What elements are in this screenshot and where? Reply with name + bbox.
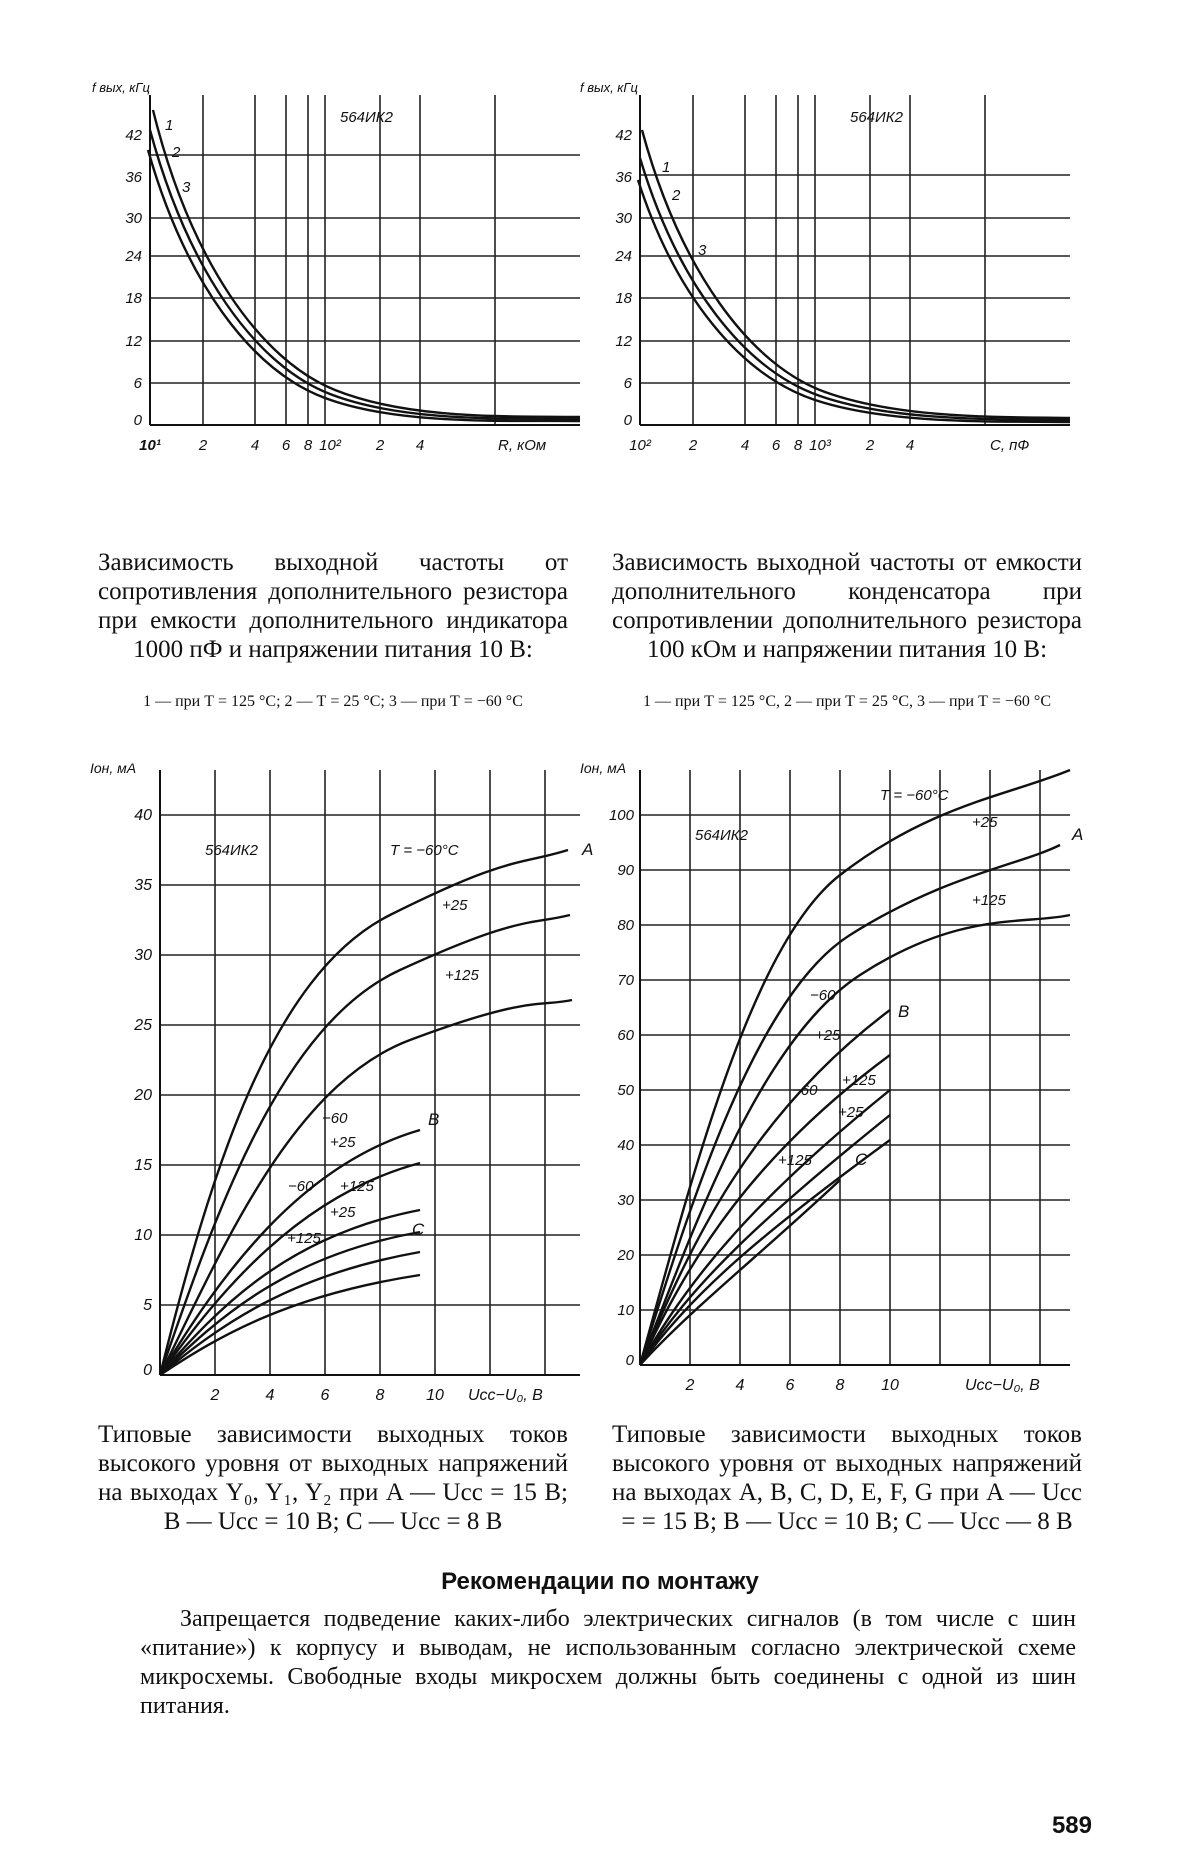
y-tick-18: 18 (615, 290, 632, 307)
label-c-plus125b: +125 (287, 1230, 321, 1247)
curve-label-1: 1 (662, 159, 671, 176)
label-a-plus25: +25 (972, 814, 998, 831)
y-tick-15: 15 (134, 1157, 152, 1174)
y-tick-30: 30 (134, 947, 152, 964)
label-c-plus125b: +125 (778, 1152, 812, 1169)
curve-a-plus25 (160, 915, 570, 1375)
grid (640, 770, 1070, 1365)
group-a: A (1072, 825, 1084, 844)
chart-freq-vs-resistance (90, 80, 610, 540)
x-tick-4: 4 (265, 1387, 275, 1404)
curve-label-3: 3 (698, 242, 707, 259)
caption-chart-3: Типовые зависимости выходных токов высокого уровня от выходных напряжений на выходах Y₀, Y₁, Y₂ при A — Ucc = 15 В; B — Ucc = 10 В; C — Ucc = 8 В (98, 1421, 568, 1535)
label-b-plus25: +25 (330, 1134, 356, 1151)
y-tick-90: 90 (617, 862, 634, 879)
x-tick-labels (685, 1377, 899, 1394)
x-tick-labels (139, 437, 424, 454)
y-tick-0: 0 (133, 412, 142, 429)
y-tick-80: 80 (617, 917, 634, 934)
group-b: B (898, 1002, 910, 1021)
chart-output-current-y (90, 755, 610, 1404)
caption-chart-1: Зависимость выходной частоты от сопротивления дополнительного резистора при емкости дополнительного индикатора 1000 пФ и напряжении питания 10 В: (98, 549, 568, 663)
x-tick-2: 2 (210, 1387, 220, 1404)
curve-1 (153, 110, 580, 417)
y-tick-24: 24 (125, 248, 142, 265)
label-b-minus60: −60 (322, 1110, 348, 1127)
y-tick-18: 18 (125, 290, 142, 307)
y-axis-unit: Iон, мА (90, 760, 137, 776)
curve-3 (638, 180, 1070, 422)
y-tick-12: 12 (125, 333, 142, 350)
label-c-minus60: −60 (288, 1178, 314, 1195)
y-tick-70: 70 (617, 972, 634, 989)
y-tick-35: 35 (134, 877, 152, 894)
x-tick-2b: 2 (375, 437, 385, 454)
y-tick-40: 40 (617, 1137, 634, 1154)
y-tick-30: 30 (617, 1192, 634, 1209)
grid (150, 95, 580, 425)
x-tick-2: 2 (685, 1377, 695, 1394)
x-tick-6: 6 (771, 437, 781, 454)
legend-chart-1: 1 — при Т = 125 °С; 2 — Т = 25 °С; 3 — при Т = −60 °С (143, 693, 523, 710)
x-tick-4b: 4 (415, 437, 425, 454)
label-t-60: Т = −60°С (880, 787, 949, 804)
y-tick-42: 42 (615, 127, 632, 144)
y-tick-0: 0 (623, 412, 632, 429)
y-tick-100: 100 (608, 807, 634, 824)
y-tick-50: 50 (617, 1082, 634, 1099)
curves (148, 110, 580, 421)
curve-1 (642, 130, 1070, 418)
curve-label-2: 2 (672, 187, 681, 204)
x-tick-4b: 4 (905, 437, 915, 454)
y-tick-0: 0 (143, 1362, 152, 1379)
group-a: A (582, 840, 594, 859)
y-tick-24: 24 (615, 248, 632, 265)
curves (638, 130, 1070, 422)
curve-label-1: 1 (165, 117, 174, 134)
curve-2 (640, 158, 1070, 420)
x-tick-10e2: 10² (629, 437, 651, 454)
group-c: C (855, 1150, 868, 1169)
y-tick-36: 36 (615, 169, 632, 186)
chart-label: 564ИК2 (850, 109, 903, 126)
body-paragraph: Запрещается подведение каких-либо электрических сигналов (в том числе с шин «питание») к корпусу и выводам, не использованным согласно электрической схеме микросхемы. Свободные входы микросхем должны быть соединены с одной из шин питания. (140, 1606, 1076, 1719)
y-tick-42: 42 (125, 127, 142, 144)
y-axis-unit: Iон, мА (580, 760, 627, 776)
y-tick-6: 6 (623, 375, 632, 392)
curve-3 (148, 150, 580, 421)
caption-chart-4: Типовые зависимости выходных токов высокого уровня от выходных напряжений на выходах A, B, C, D, E, F, G при A — Ucc = = 15 В; B — Ucc = 10 В; C — Ucc — 8 В (612, 1421, 1082, 1535)
x-axis-unit: Ucc−U₀, В (965, 1377, 1040, 1394)
y-tick-labels (609, 807, 635, 1369)
label-a-plus125: +125 (445, 967, 479, 984)
x-tick-4: 4 (250, 437, 260, 454)
curves (160, 850, 572, 1375)
y-tick-12: 12 (615, 333, 632, 350)
y-tick-labels (614, 127, 632, 429)
x-tick-8: 8 (303, 437, 313, 454)
curve-c-plus25 (640, 1140, 890, 1365)
x-tick-10e3: 10³ (809, 437, 831, 454)
x-tick-8: 8 (793, 437, 803, 454)
curve-labels (287, 840, 593, 1247)
x-tick-4: 4 (735, 1377, 745, 1394)
label-c-plus125: +125 (842, 1072, 876, 1089)
x-tick-10e1: 10¹ (139, 437, 161, 454)
x-tick-6: 6 (785, 1377, 795, 1394)
section-heading: Рекомендации по монтажу (441, 1568, 759, 1595)
y-tick-labels (133, 807, 152, 1379)
y-tick-25: 25 (134, 1017, 152, 1034)
curve-c-plus125 (160, 1232, 420, 1375)
y-tick-10: 10 (134, 1227, 152, 1244)
label-b-minus60: −60 (810, 987, 836, 1004)
curve-labels (778, 787, 1083, 1169)
curve-2 (150, 130, 580, 419)
curve-label-2: 2 (172, 144, 181, 161)
y-tick-40: 40 (134, 807, 152, 824)
y-tick-30: 30 (615, 210, 632, 227)
x-axis-unit: Ucc−U₀, В (468, 1387, 543, 1404)
x-axis-unit: R, кОм (498, 437, 547, 454)
x-tick-6: 6 (281, 437, 291, 454)
y-axis-unit: f вых, кГц (92, 80, 150, 95)
legend-chart-2: 1 — при Т = 125 °С, 2 — при Т = 25 °С, 3 — при Т = −60 °С (643, 693, 1051, 710)
y-tick-labels (124, 127, 142, 429)
x-tick-labels (210, 1387, 444, 1404)
label-a-plus25: +25 (442, 897, 468, 914)
y-tick-20: 20 (617, 1247, 634, 1264)
curve-label-3: 3 (182, 179, 191, 196)
label-b-plus25: +25 (815, 1027, 841, 1044)
chart-label: 564ИК2 (695, 827, 748, 844)
y-tick-5: 5 (143, 1297, 152, 1314)
x-tick-6: 6 (320, 1387, 330, 1404)
x-tick-4: 4 (740, 437, 750, 454)
group-b: B (428, 1110, 440, 1129)
label-c-plus25: +25 (330, 1204, 356, 1221)
y-tick-6: 6 (133, 375, 142, 392)
y-tick-30: 30 (125, 210, 142, 227)
y-tick-20: 20 (134, 1087, 152, 1104)
x-tick-2: 2 (688, 437, 698, 454)
x-tick-8: 8 (835, 1377, 845, 1394)
x-tick-10: 10 (426, 1387, 444, 1404)
x-tick-labels (629, 437, 914, 454)
x-axis-unit: С, пФ (990, 437, 1030, 454)
x-tick-10e2: 10² (319, 437, 341, 454)
x-tick-10: 10 (881, 1377, 899, 1394)
x-tick-2b: 2 (865, 437, 875, 454)
x-tick-2: 2 (198, 437, 208, 454)
label-c-minus60: −60 (792, 1082, 818, 1099)
grid (640, 95, 1070, 425)
page-number: 589 (1051, 1812, 1092, 1839)
curve-labels (165, 117, 191, 196)
group-c: C (412, 1220, 425, 1239)
y-tick-0: 0 (625, 1352, 634, 1369)
y-tick-60: 60 (617, 1027, 634, 1044)
label-c-plus125: +125 (340, 1178, 374, 1195)
label-c-plus25: +25 (838, 1104, 864, 1121)
y-tick-10: 10 (617, 1302, 634, 1319)
y-axis-unit: f вых, кГц (580, 80, 638, 95)
curves (640, 770, 1070, 1365)
label-a-plus125: +125 (972, 892, 1006, 909)
chart-label: 564ИК2 (205, 842, 258, 859)
x-tick-8: 8 (375, 1387, 385, 1404)
curve-a-minus60 (640, 770, 1070, 1365)
y-tick-36: 36 (125, 169, 142, 186)
chart-output-current-abc (580, 755, 1100, 1395)
caption-chart-2: Зависимость выходной частоты от емкости дополнительного конденсатора при сопротивлении дополнительного резистора 100 кОм и напряжении питания 10 В: (612, 549, 1082, 663)
chart-label: 564ИК2 (340, 109, 393, 126)
label-t-60: Т = −60°С (390, 842, 459, 859)
chart-freq-vs-capacitance (580, 80, 1100, 540)
